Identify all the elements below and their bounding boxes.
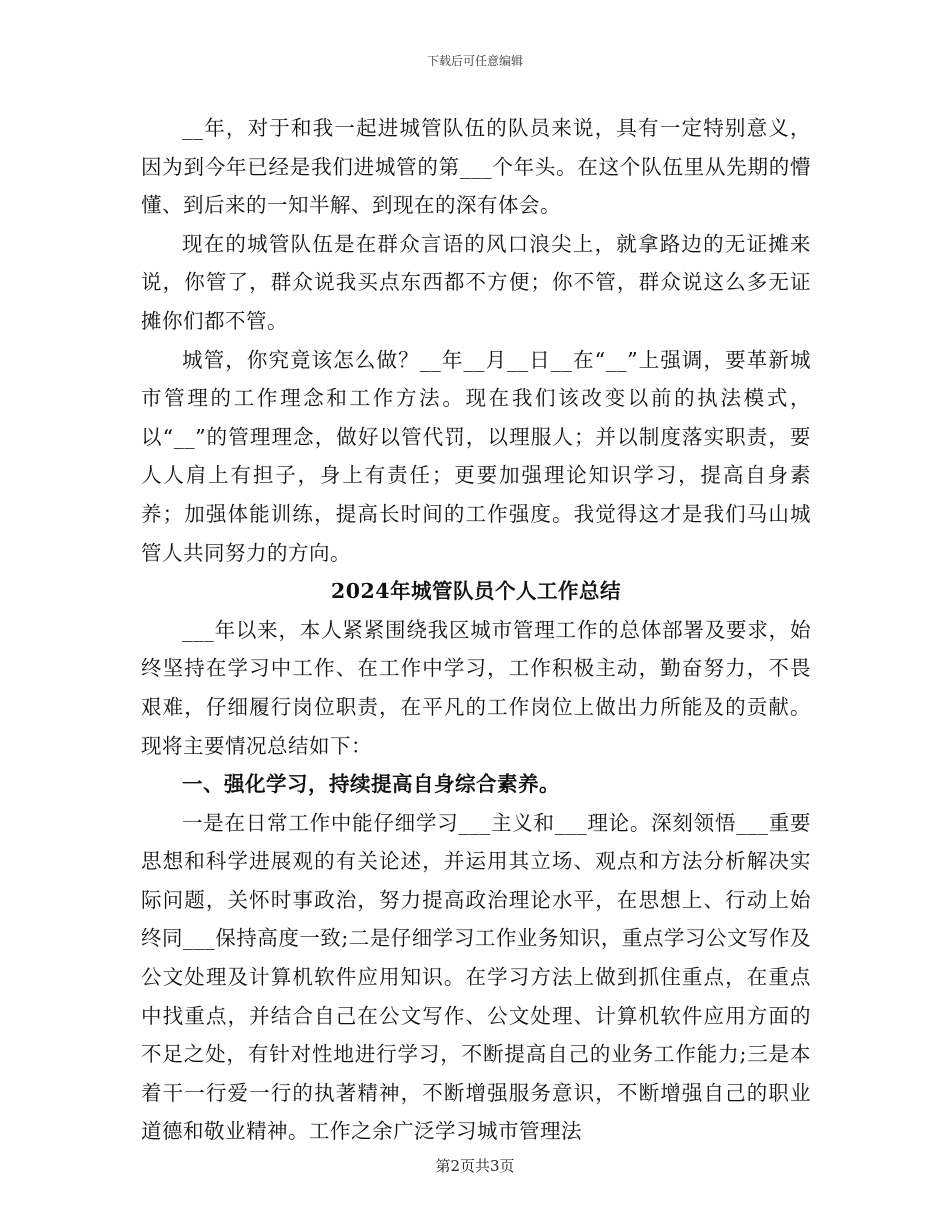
paragraph-3: 城管，你究竟该怎么做？__年__月__日__在“__”上强调，要革新城市管理的工作理念和工作方法。现在我们该改变以前的执法模式，以“__”的管理理念，做好以管代罚，以理服人；并以制度落实职责，要人人肩上有担子，身上有责任；更要加强理论知识学习，提高自身素养；加强体能训练，提高长时间的工作强度。我觉得这才是我们马山城管人共同努力的方向。 [141,347,811,565]
paragraph-2: 现在的城管队伍是在群众言语的风口浪尖上，就拿路边的无证摊来说，你管了，群众说我买点东西都不方便；你不管，群众说这么多无证摊你们都不管。 [141,231,811,333]
document-body [141,109,811,1151]
section-title: 2024年城管队员个人工作总结 [330,579,622,604]
intro-paragraph: ___年以来，本人紧紧围绕我区城市管理工作的总体部署及要求，始终坚持在学习中工作、在工作中学习，工作积极主动，勤奋努力，不畏艰难，仔细履行岗位职责，在平凡的工作岗位上做出力所能及的贡献。现将主要情况总结如下： [141,617,811,758]
page-header-note: 下载后可任意编辑 [426,54,523,68]
section-heading-1: 一、强化学习，持续提高自身综合素养。 [182,772,560,797]
paragraph-study: 一是在日常工作中能仔细学习___主义和___理论。深刻领悟___重要思想和科学进展观的有关论述，并运用其立场、观点和方法分析解决实际问题，关怀时事政治，努力提高政治理论水平，在思想上、行动上始终同___保持高度一致;二是仔细学习工作业务知识，重点学习公文写作及公文处理及计算机软件应用知识。在学习方法上做到抓住重点，在重点中找重点，并结合自己在公文写作、公文处理、计算机软件应用方面的不足之处，有针对性地进行学习，不断提高自己的业务工作能力;三是本着干一行爱一行的执著精神，不断增强服务意识，不断增强自己的职业道德和敬业精神。工作之余广泛学习城市管理法 [141,810,811,1144]
page-number-footer: 第2页共3页 [435,1157,515,1175]
paragraph-1: __年，对于和我一起进城管队伍的队员来说，具有一定特别意义，因为到今年已经是我们进城管的第___个年头。在这个队伍里从先期的懵懂、到后来的一知半解、到现在的深有体会。 [141,116,811,218]
